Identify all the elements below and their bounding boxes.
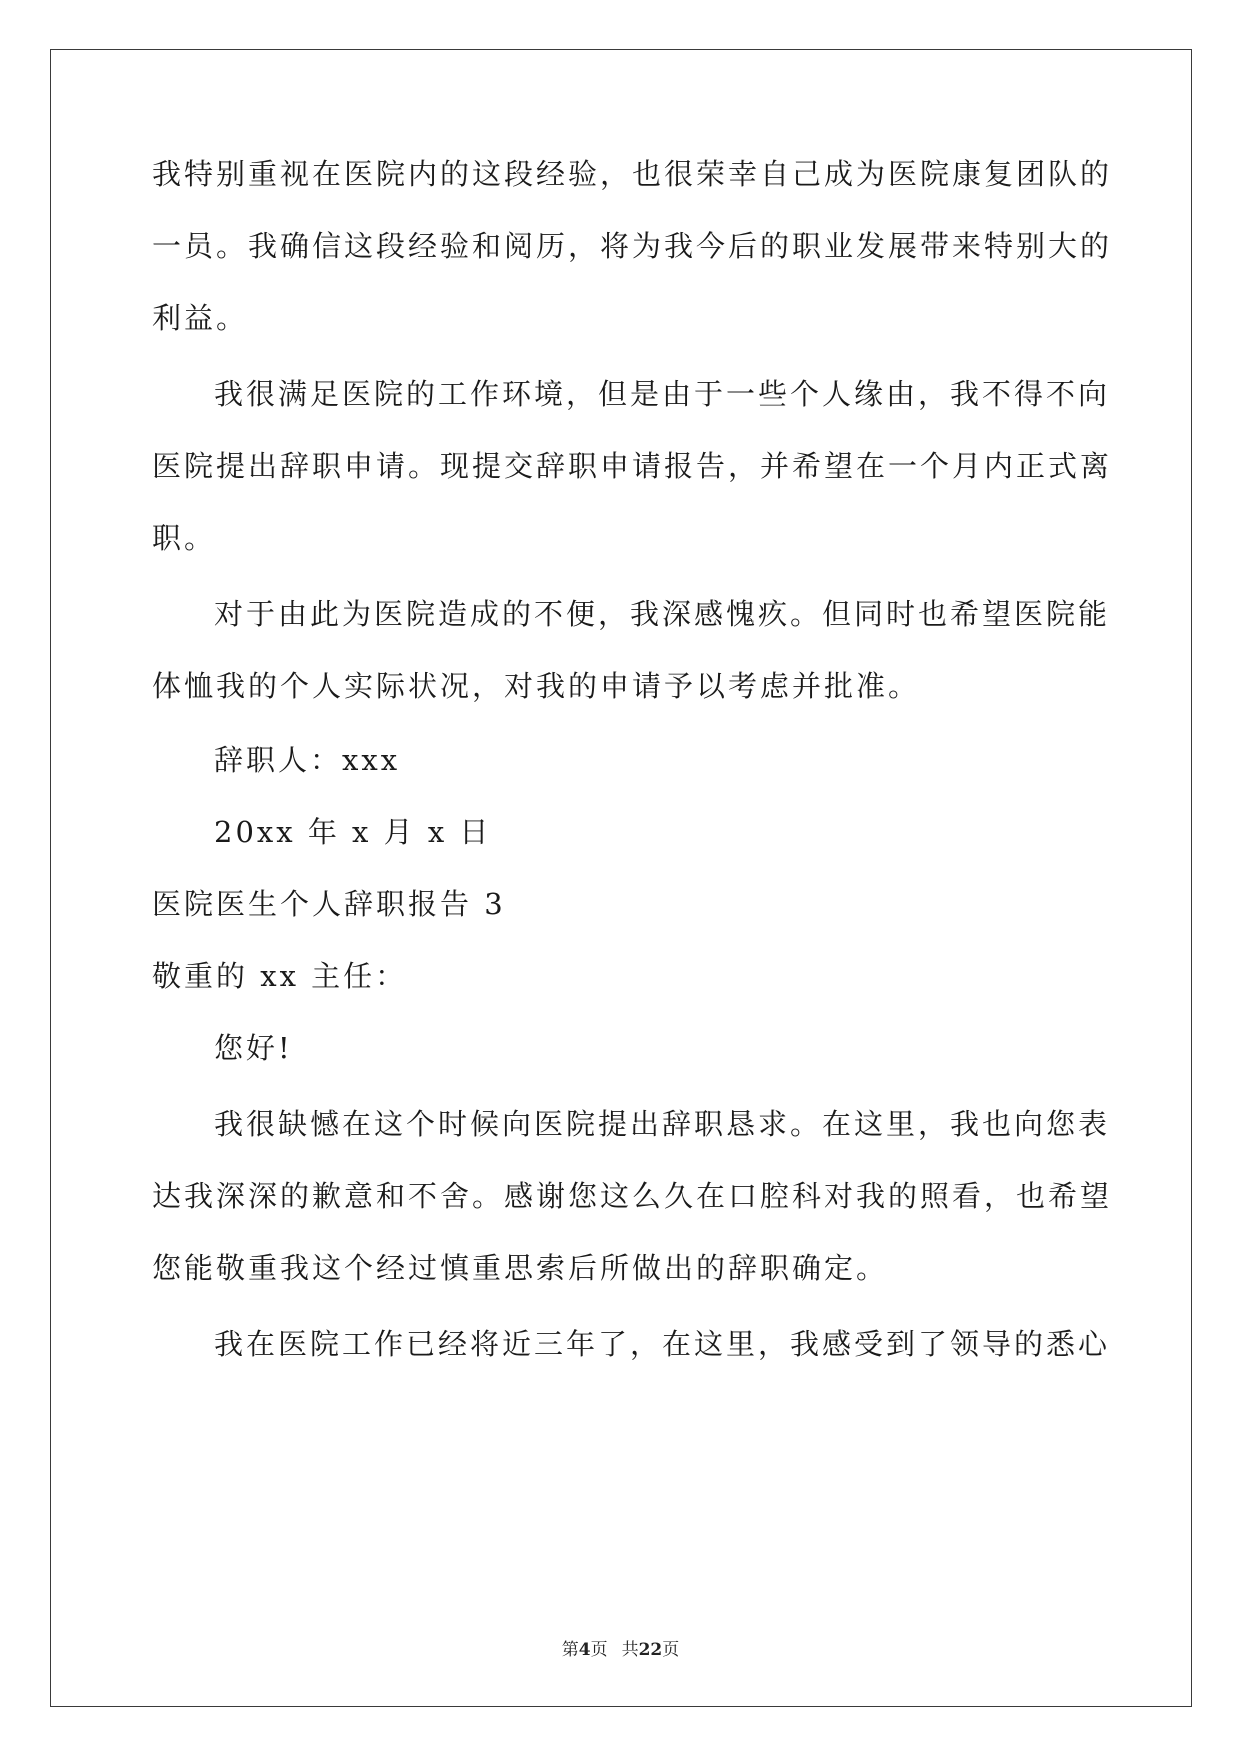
total-pages: 22 [638, 1640, 663, 1660]
text-line: 体恤我的个人实际状况，对我的申请予以考虑并批准。 [152, 669, 921, 703]
text-line: 达我深深的歉意和不舍。感谢您这么久在口腔科对我的照看，也希望 [152, 1179, 1113, 1213]
section-heading: 医院医生个人辞职报告 3 [152, 887, 506, 921]
text-line: 对于由此为医院造成的不便，我深感愧疚。但同时也希望医院能 [214, 597, 1111, 631]
page-suffix: 页 [590, 1640, 608, 1660]
page-prefix: 第 [561, 1640, 579, 1660]
text-line: 职。 [152, 521, 217, 555]
text-line: 我很满足医院的工作环境，但是由于一些个人缘由，我不得不向 [214, 377, 1111, 411]
signature-line: 辞职人：xxx [214, 743, 401, 777]
text-line: 一员。我确信这段经验和阅历，将为我今后的职业发展带来特别大的 [152, 229, 1113, 263]
greeting-line: 您好! [214, 1031, 293, 1065]
salutation-line: 敬重的 xx 主任： [152, 959, 408, 993]
text-line: 我特别重视在医院内的这段经验，也很荣幸自己成为医院康复团队的 [152, 157, 1113, 191]
page-number: 4 [578, 1640, 591, 1660]
text-line: 我在医院工作已经将近三年了，在这里，我感受到了领导的悉心 [214, 1327, 1111, 1361]
total-suffix: 页 [662, 1640, 680, 1660]
text-line: 利益。 [152, 301, 249, 335]
text-line: 我很缺憾在这个时候向医院提出辞职恳求。在这里，我也向您表 [214, 1107, 1111, 1141]
total-prefix: 共 [621, 1640, 639, 1660]
date-line: 20xx 年 x 月 x 日 [214, 815, 492, 849]
text-line: 医院提出辞职申请。现提交辞职申请报告，并希望在一个月内正式离 [152, 449, 1113, 483]
page-footer [0, 1635, 1241, 1660]
text-line: 您能敬重我这个经过慎重思索后所做出的辞职确定。 [152, 1251, 889, 1285]
page-border [50, 49, 1192, 1707]
